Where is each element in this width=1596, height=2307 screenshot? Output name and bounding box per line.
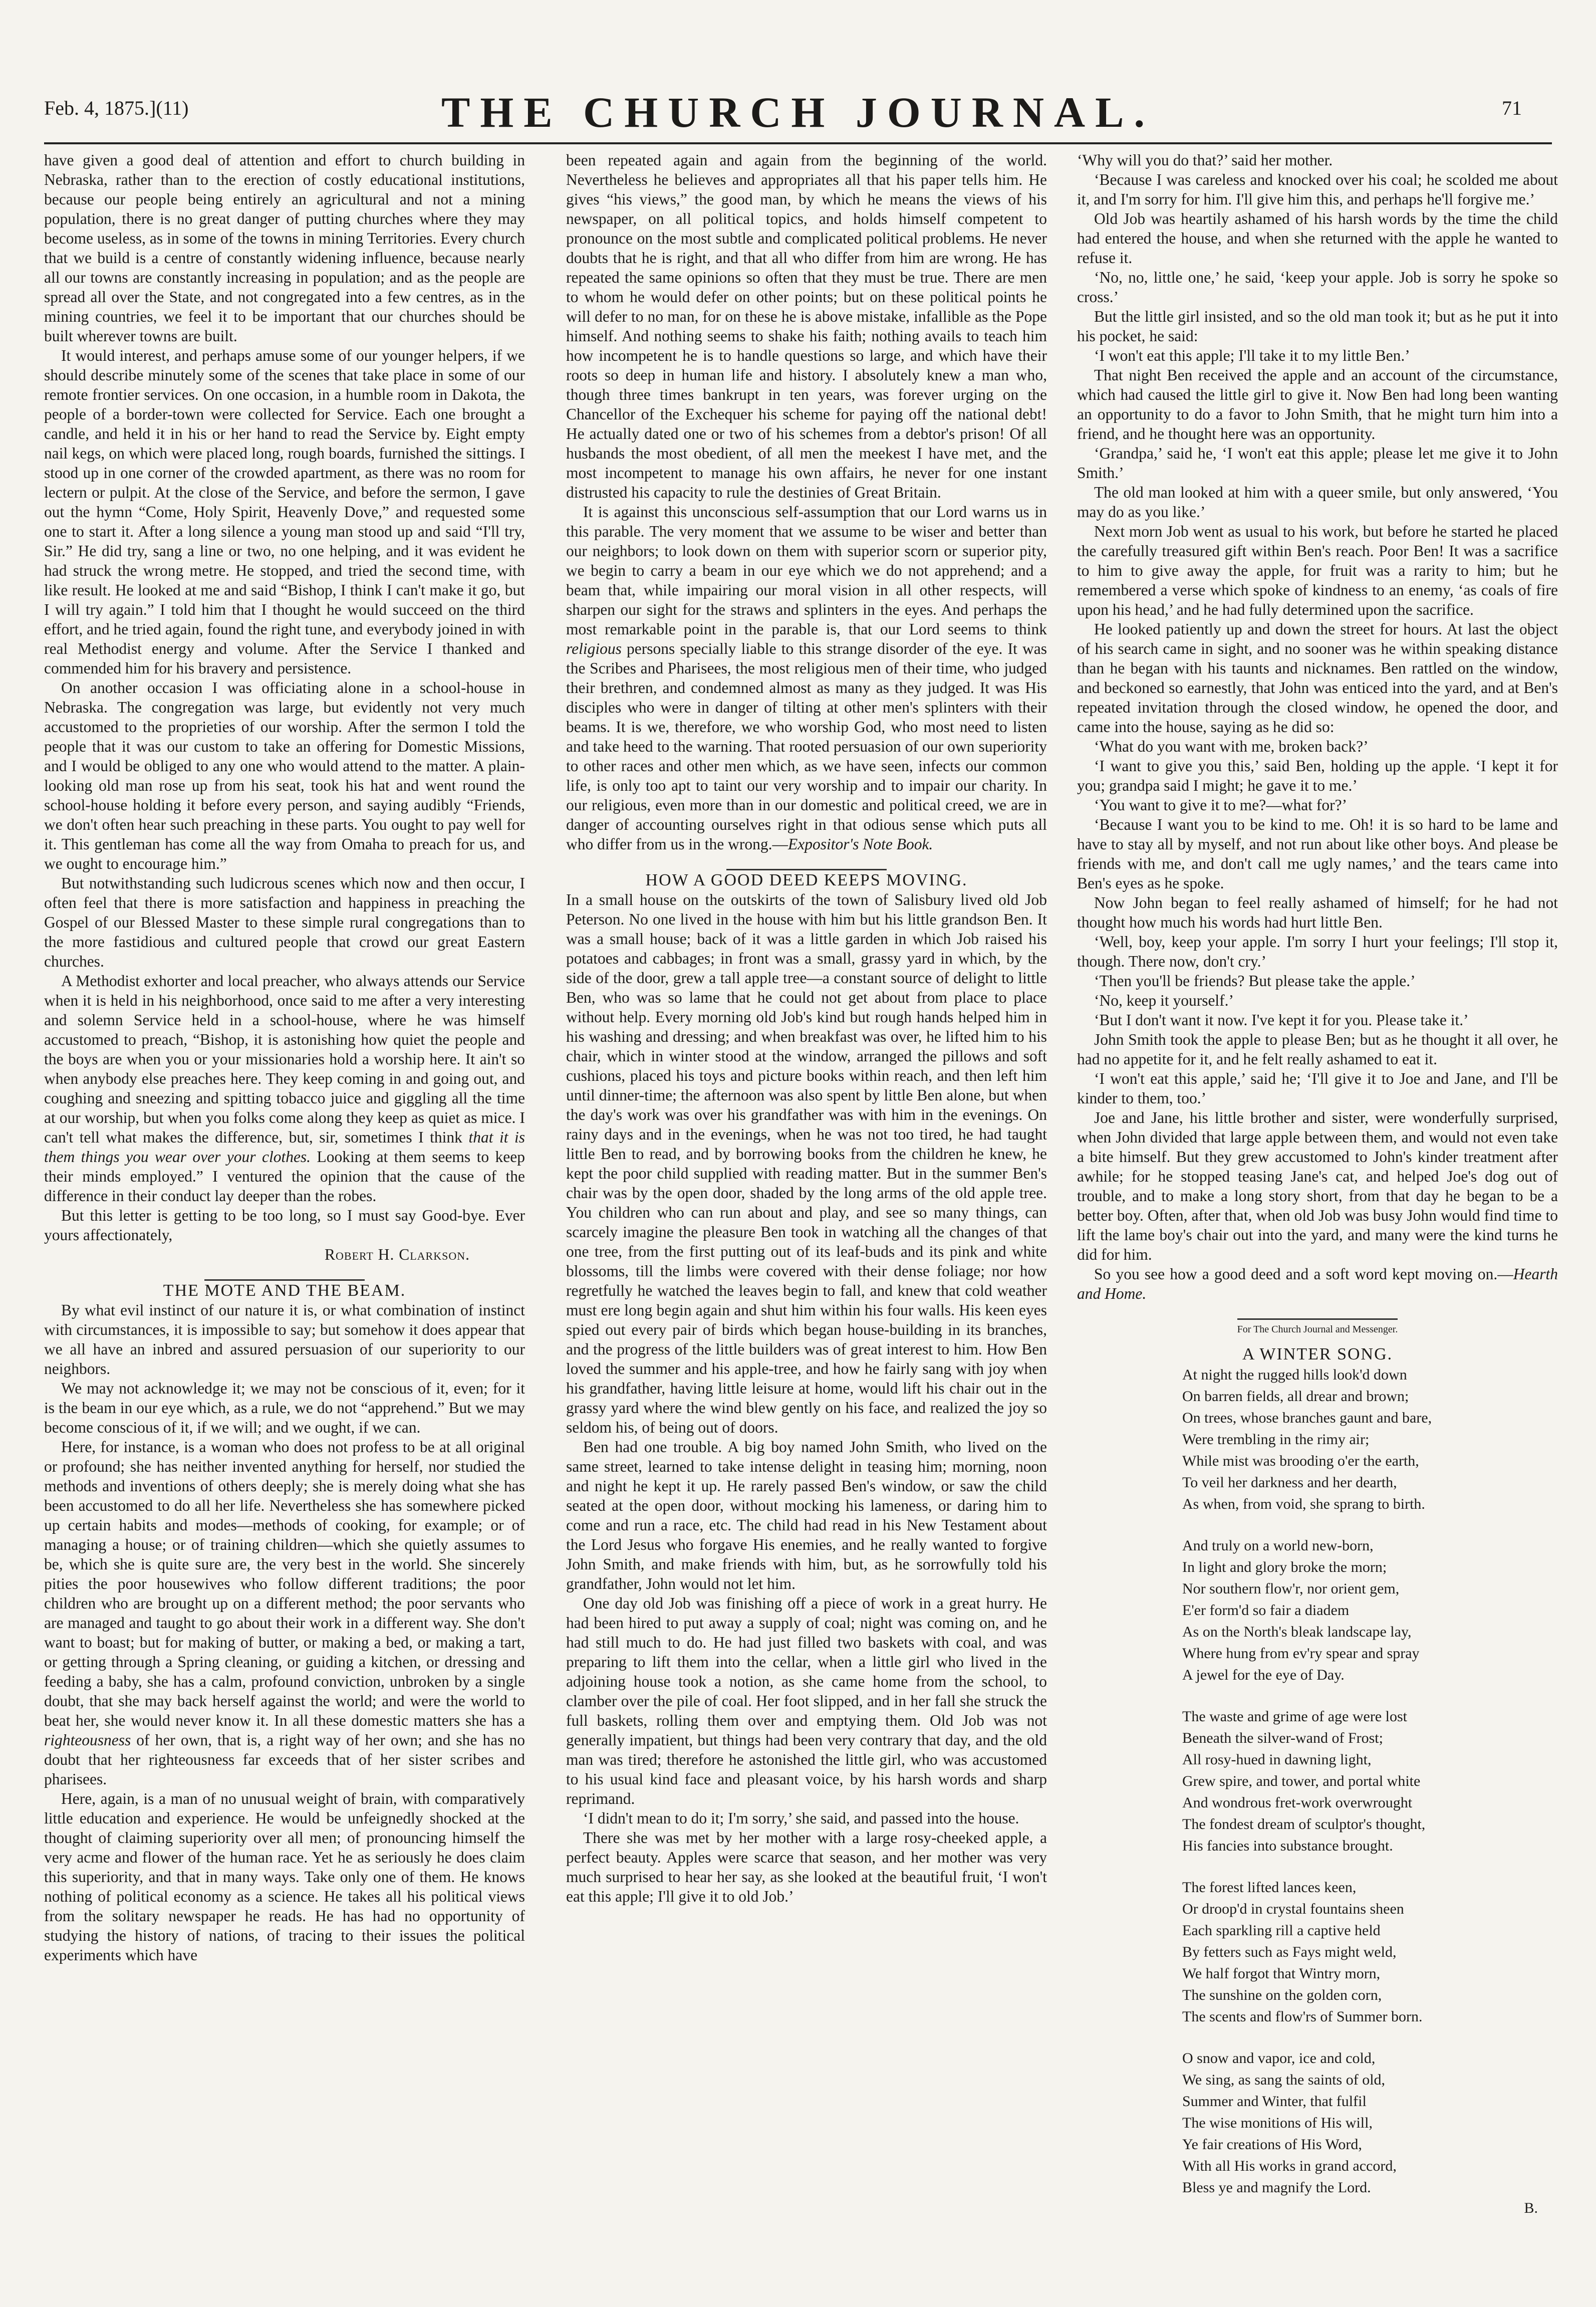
article-heading: THE MOTE AND THE BEAM. <box>163 1281 406 1300</box>
article-paragraph: ‘I won't eat this apple,’ said he; ‘I'll give it to Joe and Jane, and I'll be kinder to them, too.’ <box>1077 1070 1558 1107</box>
article-paragraph: Here, again, is a man of no unusual weight of brain, with comparatively little education and experience. He would be unfeignedly shocked at the thought of claiming superiority over all men; of pronouncing himself the very acme and flower of the human race. Yet he as seriously he does claim this superiority, and that in many ways. Take only one of them. He knows nothing of political economy as a science. He takes all his political views from the solitary newspaper he reads. He has had no opportunity of studying the history of nations, of tracing to their issues the political experiments which have <box>44 1790 525 1964</box>
article-paragraph: We may not acknowledge it; we may not be conscious of it, even; for it is the beam in our eye which, as a rule, we do not “apprehend.” But we may become conscious of it, if we will; and we ought, if we can. <box>44 1379 525 1436</box>
issue-date: Feb. 4, 1875.](11) <box>44 97 189 119</box>
italic-run: religious <box>566 640 622 657</box>
article-paragraph: ‘Because I was careless and knocked over his coal; he scolded me about it, and I'm sorry for him. I'll give him this, and perhaps he'll forgive me.’ <box>1077 171 1558 208</box>
poem-line: Each sparkling rill a captive held <box>1182 1922 1381 1939</box>
poem-line: On trees, whose branches gaunt and bare, <box>1182 1410 1432 1426</box>
journal-title: THE CHURCH JOURNAL. <box>441 88 1155 136</box>
article-paragraph: That night Ben received the apple and an account of the circumstance, which had caused the little girl to give it. Now Ben had long been wanting an opportunity to do a favor to John Smith, that he might turn him into a friend, and he thought here was an opportunity. <box>1077 366 1558 442</box>
article-paragraph <box>44 971 525 1206</box>
poem-line: As on the North's bleak landscape lay, <box>1182 1624 1412 1640</box>
poem-line: As when, from void, she sprang to birth. <box>1182 1496 1425 1512</box>
poem-line: The waste and grime of age were lost <box>1182 1708 1407 1725</box>
poem-line: Ye fair creations of His Word, <box>1182 2136 1362 2153</box>
author-signature: Robert H. Clarkson. <box>325 1246 470 1263</box>
article-paragraph: But the little girl insisted, and so the old man took it; but as he put it into his pocket, he said: <box>1077 308 1558 345</box>
article-paragraph: One day old Job was finishing off a piece of work in a great hurry. He had been hired to put away a supply of coal; night was coming on, and he had still much to do. He had just filled two baskets with coal, and was preparing to lift them into the cellar, when a little girl who lived in the adjoining house took a notion, as she came home from the school, to clamber over the pile of coal. Her foot slipped, and in her fall she struck the full baskets, rolling them over and emptying them. Old Job was not generally impatient, but things had been very contrary that day, and the old man was tired; therefore he astonished the little girl, who was accustomed to his usual kind face and pleasant voice, by his harsh words and sharp reprimand. <box>566 1594 1047 1807</box>
poem-line: While mist was brooding o'er the earth, <box>1182 1453 1419 1469</box>
column-3 <box>1077 150 1558 2287</box>
poem-line: O snow and vapor, ice and cold, <box>1182 2050 1376 2066</box>
article-paragraph <box>566 502 1047 854</box>
poem-line: And wondrous fret-work overwrought <box>1182 1794 1413 1811</box>
article-paragraph: ‘But I don't want it now. I've kept it for you. Please take it.’ <box>1094 1011 1469 1029</box>
poem-line: E'er form'd so fair a diadem <box>1182 1602 1350 1619</box>
article-paragraph: It would interest, and perhaps amuse some of our younger helpers, if we should describe minutely some of the scenes that take place in some of our remote frontier services. On one occasion, in a humble room in Dakota, the people of a border-town were collected for Service. Each one brought a candle, and held it in his or her hand to read the Service by. Eight empty nail kegs, on which were placed long, rough boards, furnished the sittings. I stood up in one corner of the crowded apartment, as there was no room for lectern or pulpit. At the close of the Service, and before the sermon, I gave out the hymn “Come, Holy Spirit, Heavenly Dove,” and requested some one to start it. After a long silence a young man stood up and said “I'll try, Sir.” He did try, sang a line or two, no one helping, and it was evident he had struck the wrong metre. He stopped, and tried the second time, with like result. He looked at me and said “Bishop, I think I can't make it go, but I will try again.” I told him that I thought he would succeed on the third effort, and he tried again, found the right tune, and everybody joined in with real Methodist energy and volume. After the Service I thanked and commended him for his bravery and persistence. <box>44 347 525 677</box>
article-paragraph: ‘I want to give you this,’ said Ben, holding up the apple. ‘I kept it for you; grandpa said I might; he gave it to me.’ <box>1077 757 1558 794</box>
article-paragraph: ‘Then you'll be friends? But please take the apple.’ <box>1094 972 1416 990</box>
article-paragraph: Now John began to feel really ashamed of himself; for he had not thought how much his words had hurt little Ben. <box>1077 894 1558 931</box>
article-paragraph: ‘I didn't mean to do it; I'm sorry,’ she said, and passed into the house. <box>583 1809 1019 1827</box>
poem-line: His fancies into substance brought. <box>1182 1837 1393 1854</box>
poem-line: Grew spire, and tower, and portal white <box>1182 1773 1421 1789</box>
article-paragraph: ‘Well, boy, keep your apple. I'm sorry I hurt your feelings; I'll stop it, though. There now, don't cry.’ <box>1077 933 1558 970</box>
poem-line: In light and glory broke the morn; <box>1182 1559 1387 1575</box>
poem-line: Were trembling in the rimy air; <box>1182 1431 1370 1448</box>
article-paragraph: ‘You want to give it to me?—what for?’ <box>1094 796 1348 814</box>
poem <box>1182 1364 1558 2198</box>
poem-stanza <box>1182 1535 1558 1686</box>
column-2 <box>566 150 1047 2287</box>
text-run: It is against this unconscious self-assumption that our Lord warns us in this parable. The very moment that we assume to be wiser and better than our neighbors; to look down on them with superior scorn or superior pity, we begin to carry a beam in our eye which we do not apprehend; and a beam that, while impairing our moral vision in all other respects, will sharpen our sight for the straws and splinters in the eyes. And perhaps the most remarkable point in the parable is, that our Lord seems to think <box>566 503 1047 638</box>
article-paragraph: But this letter is getting to be too long, so I must say Good-bye. Ever yours affectionately, <box>44 1207 525 1244</box>
article-paragraph: Ben had one trouble. A big boy named John Smith, who lived on the same street, learned to take intense delight in teasing him; morning, noon and night he kept it up. He rarely passed Ben's window, or saw the child seated at the open door, without mocking his lameness, or daring him to come and run a race, etc. The child had read in his New Testament about the Lord Jesus who forgave His enemies, and he really wanted to forgive John Smith, and make friends with him, but, as he sorrowfully told his grandfather, John would not let him. <box>566 1438 1047 1592</box>
article-paragraph: been repeated again and again from the beginning of the world. Nevertheless he believes and appropriates all that his paper tells him. He gives “his views,” the good man, by which he means the views of his newspaper, on all political topics, and holds himself competent to pronounce on the most subtle and complicated political problems. He never doubts that he is right, and that all who differ from him are wrong. He has repeated the same opinions so often that they must be true. There are men to whom he would defer on other points; but on these political points he will defer to no man, for on these he is above mistake, infallible as the Pope himself. And nothing seems to shake his faith; nothing avails to teach him how incompetent he is to handle questions so large, and which have their roots so deep in human life and history. I absolutely knew a man who, though three times bankrupt in ten years, was forever urging on the Chancellor of the Exchequer his scheme for paying off the national debt! He actually dated one or two of his schemes from a debtor's prison! Of all husbands the most obedient, of all men the meekest I have met, and the most incompetent to manage his own affairs, he never for one instant distrusted his capacity to rule the destinies of Great Britain. <box>566 151 1047 501</box>
poem-line: Or droop'd in crystal fountains sheen <box>1182 1901 1404 1917</box>
poem-stanza <box>1182 2047 1558 2198</box>
poem-line: By fetters such as Fays might weld, <box>1182 1944 1397 1960</box>
article-paragraph: ‘Because I want you to be kind to me. Oh! it is so hard to be lame and have to stay all by myself, and not run about like other boys. And please be friends with me, and don't call me ugly names,’ and the tears came into Ben's eyes as he spoke. <box>1077 816 1558 892</box>
poem-line: On barren fields, all drear and brown; <box>1182 1388 1409 1405</box>
article-heading: HOW A GOOD DEED KEEPS MOVING. <box>645 871 968 889</box>
poem-line: Summer and Winter, that fulfil <box>1182 2093 1367 2110</box>
source-citation: Expositor's Note Book. <box>787 835 933 853</box>
poem-line: The forest lifted lances keen, <box>1182 1879 1357 1896</box>
poem-signature: B. <box>1524 2200 1538 2216</box>
text-run: A Methodist exhorter and local preacher, who always attends our Service when it is held in his neighborhood, once said to me after a very interesting and solemn Service held in a school-house, where he was himself accustomed to preach, “Bishop, it is astonishing how quiet the people and the boys are when you or your missionaries hold a worship here. It ain't so when anybody else preaches here. They keep coming in and going out, and coughing and sneezing and spitting tobacco juice and giggling all the time at our worship, but when you folks come along they keep as quiet as mice. I can't tell what makes the difference, but, sir, sometimes I think <box>44 972 525 1146</box>
italic-run: that it is them things you wear over your clothes. <box>44 1128 525 1166</box>
italic-run: righteousness <box>44 1731 131 1749</box>
article-paragraph <box>44 1437 525 1789</box>
article-paragraph: ‘Grandpa,’ said he, ‘I won't eat this apple; please let me give it to John Smith.’ <box>1077 444 1558 482</box>
text-run: Looking at them seems to keep their minds employed.” I ventured the opinion that the cause of the difference in their conduct lay deeper than the robes. <box>44 1148 525 1205</box>
text-run: persons specially liable to this strange disorder of the eye. It was the Scribes and Pharisees, the most religious men of their time, who judged their brethren, and condemned almost as many as they judged. It was His disciples who were in danger of tilting at other men's splinters with their beams. It is we, therefore, we who worship God, who most need to listen and take heed to the warning. That rooted persuasion of our own superiority to other races and other men which, as we have seen, infects our common life, is only too apt to taint our very worship and to impair our charity. In our religious, even more than in our domestic and political creed, we are in danger of accounting ourselves right in that odious sense which puts all who differ from us in the wrong.— <box>566 640 1047 853</box>
article-paragraph: Next morn Job went as usual to his work, but before he started he placed the carefully treasured gift within Ben's reach. Poor Ben! It was a sacrifice to him to give away the apple, for fruit was a rarity to him; but he remembered a verse which spoke of kindness to an enemy, ‘as coals of fire upon his head,’ and he had fully determined upon the sacrifice. <box>1077 523 1558 618</box>
poem-line: Beneath the silver-wand of Frost; <box>1182 1730 1383 1746</box>
source-citation: Hearth and Home. <box>1077 1265 1558 1302</box>
article-paragraph: In a small house on the outskirts of the town of Salisbury lived old Job Peterson. No one lived in the house with him but his little grandson Ben. It was a small house; back of it was a little garden in which Job raised his potatoes and cabbages; in front was a small, grassy yard in which, by the side of the door, grew a tall apple tree—a constant source of delight to little Ben, who was so lame that he could not get about from place to place without help. Every morning old Job's kind but rough hands helped him in his washing and dressing; and when breakfast was over, he lifted him to his chair, which in winter stood at the window, arranged the pillows and soft cushions, placed his toys and picture books within reach, and then left him until dinner-time; the afternoon was also spent by little Ben alone, but when the day's work was over his grandfather was with him in the evenings. On rainy days and in the evenings, when he was not too tired, he had taught little Ben to read, and by borrowing books from the children he knew, he kept the poor child supplied with reading matter. But in the summer Ben's chair was by the open door, shaded by the long arms of the old apple tree. You children who can run about and play, and see so many things, can scarcely imagine the pleasure Ben took in watching all the changes of that one tree, from the first putting out of its leaf-buds and its pink and white blossoms, till the limbs were covered with their dense foliage; nor how regretfully he watched the leaves begin to fall, and knew that cold weather must ere long begin again and shut him within his four walls. His keen eyes spied out every pair of birds which began house-building in its branches, and the progress of the little builders was of great interest to him. How Ben loved the summer and his apple-tree, and how he fairly sang with joy when his grandfather, having little leisure at home, would lift his chair out in the grassy yard where the wind blew gently on his face, and realized the joy so seldom his, of being out of doors. <box>566 891 1047 1436</box>
poem-line: The wise monitions of His will, <box>1182 2115 1373 2131</box>
poem-line: And truly on a world new-born, <box>1182 1537 1374 1554</box>
poem-stanza <box>1182 1364 1558 1515</box>
article-paragraph: ‘I won't eat this apple; I'll take it to my little Ben.’ <box>1094 347 1410 364</box>
article-paragraph: On another occasion I was officiating alone in a school-house in Nebraska. The congregation was large, but evidently not very much accustomed to the proprieties of our worship. After the sermon I told the people that it was our custom to take an offering for Domestic Missions, and I would be obliged to any one who would attend to the matter. A plain-looking old man rose up from his seat, took his hat and went round the school-house holding it before every person, and saying audibly “Friends, we don't often hear such preaching in these parts. You ought to pay well for it. This gentleman has come all the way from Omaha to preach for us, and we ought to encourage him.” <box>44 679 525 872</box>
poem-line: Where hung from ev'ry spear and spray <box>1182 1645 1420 1662</box>
masthead <box>44 81 1552 139</box>
article-paragraph: He looked patiently up and down the street for hours. At last the object of his search came in sight, and no sooner was he within speaking distance than he began with his taunts and nicknames. Ben rattled on the window, and beckoned so earnestly, that John was enticed into the yard, and at Ben's repeated invitation through the closed window, he opened the door, and came into the house, saying as he did so: <box>1077 620 1558 736</box>
article-paragraph: But notwithstanding such ludicrous scenes which now and then occur, I often feel that there is more satisfaction and happiness in preaching the Gospel of our Blessed Master to these simple rural congregations than to the more fastidious and cultured people that crowd our great Eastern churches. <box>44 874 525 970</box>
poem-stanza <box>1182 1706 1558 1857</box>
page-number: 71 <box>1502 97 1522 119</box>
poem-title: A WINTER SONG. <box>1242 1345 1393 1363</box>
article-paragraph: ‘Why will you do that?’ said her mother. <box>1077 151 1333 169</box>
text-run: Here, for instance, is a woman who does not profess to be at all original or profound; she has neither invented anything for herself, nor studied the methods and inventions of others deeply; she is merely doing what she has been accustomed to do all her life. Nevertheless she has somewhere picked up certain habits and modes—methods of cooking, for example; or of managing a house; or of training children—which she quietly assumes to be, which she is quite sure are, the very best in the world. She sincerely pities the poor housewives who follow different traditions; the poor children who are brought up on a different method; the poor servants who are managed and taught to go about their work in a different way. She don't want to boast; but for making of butter, or making a bed, or making a tart, or getting through a Spring cleaning, or guiding a kitchen, or dressing and feeding a baby, she has a calm, profound conviction, unbroken by a single doubt, that she may back herself against the world; and were the world to beat her, she would never know it. In all these domestic matters she has a <box>44 1438 525 1729</box>
poem-line: The scents and flow'rs of Summer born. <box>1182 2008 1423 2025</box>
poem-line: The sunshine on the golden corn, <box>1182 1987 1382 2003</box>
article-paragraph: Joe and Jane, his little brother and sister, were wonderfully surprised, when John divided that large apple between them, and would not even take a bite himself. But they grew accustomed to John's kinder treatment after awhile; for he stopped teasing Jane's cat, and helped Joe's dog out of trouble, and to make a long story short, from that day he began to be a better boy. Often, after that, when old Job was busy John would find time to lift the lame boy's chair out into the yard, and many were the kind turns he did for him. <box>1077 1109 1558 1263</box>
poem-stanza <box>1182 1877 1558 2027</box>
contributor-credit: For The Church Journal and Messenger. <box>1237 1324 1398 1335</box>
poem-line: We sing, as sang the saints of old, <box>1182 2071 1386 2088</box>
article-paragraph: There she was met by her mother with a large rosy-cheeked apple, a perfect beauty. Apples were scarce that season, and her mother was very much surprised to hear her say, as she looked at the beautiful fruit, ‘I won't eat this apple; I'll give it to old Job.’ <box>566 1829 1047 1905</box>
masthead-rule <box>44 142 1552 144</box>
poem-line: Nor southern flow'r, nor orient gem, <box>1182 1580 1400 1597</box>
poem-line: With all His works in grand accord, <box>1182 2158 1397 2174</box>
article-paragraph: By what evil instinct of our nature it is, or what combination of instinct with circumstances, it is impossible to say; but somehow it does appear that we all have an inbred and assured persuasion of our superiority to our neighbors. <box>44 1301 525 1377</box>
poem-line: All rosy-hued in dawning light, <box>1182 1751 1372 1768</box>
text-run: of her own, that is, a right way of her own; and she has no doubt that her righteousness far exceeds that of her sister scribes and pharisees. <box>44 1731 525 1788</box>
article-paragraph: ‘What do you want with me, broken back?’ <box>1094 738 1369 755</box>
poem-line: Bless ye and magnify the Lord. <box>1182 2179 1371 2196</box>
poem-line: The fondest dream of sculptor's thought, <box>1182 1816 1426 1832</box>
poem-line: A jewel for the eye of Day. <box>1182 1667 1345 1683</box>
article-paragraph: ‘No, keep it yourself.’ <box>1094 992 1234 1009</box>
article-paragraph: The old man looked at him with a queer smile, but only answered, ‘You may do as you like.’ <box>1077 484 1558 521</box>
article-paragraph: have given a good deal of attention and effort to church building in Nebraska, rather than to the erection of costly educational institutions, because our people being entirely an agricultural and not a mining population, there is no great danger of putting churches where they may become useless, as in some of the towns in mining Territories. Every church that we build is a centre of constantly widening influence, because nearly all our towns are constantly increasing in population; and as the people are spread all over the State, and not congregated into a few centres, as in the mining countries, we feel it to be important that our churches should be built wherever towns are built. <box>44 151 525 345</box>
article-paragraph: ‘No, no, little one,’ he said, ‘keep your apple. Job is sorry he spoke so cross.’ <box>1077 269 1558 306</box>
column-1 <box>44 150 525 2287</box>
text-run: So you see how a good deed and a soft word kept moving on.— <box>1094 1265 1513 1283</box>
article-paragraph: John Smith took the apple to please Ben; but as he thought it all over, he had no appetite for it, and he felt really ashamed to eat it. <box>1077 1031 1558 1068</box>
article-paragraph <box>1077 1264 1558 1303</box>
poem-line: To veil her darkness and her dearth, <box>1182 1474 1397 1491</box>
article-paragraph: Old Job was heartily ashamed of his harsh words by the time the child had entered the house, and when she returned with the apple he wanted to refuse it. <box>1077 210 1558 267</box>
poem-line: At night the rugged hills look'd down <box>1182 1366 1407 1383</box>
poem-line: We half forgot that Wintry morn, <box>1182 1965 1381 1982</box>
